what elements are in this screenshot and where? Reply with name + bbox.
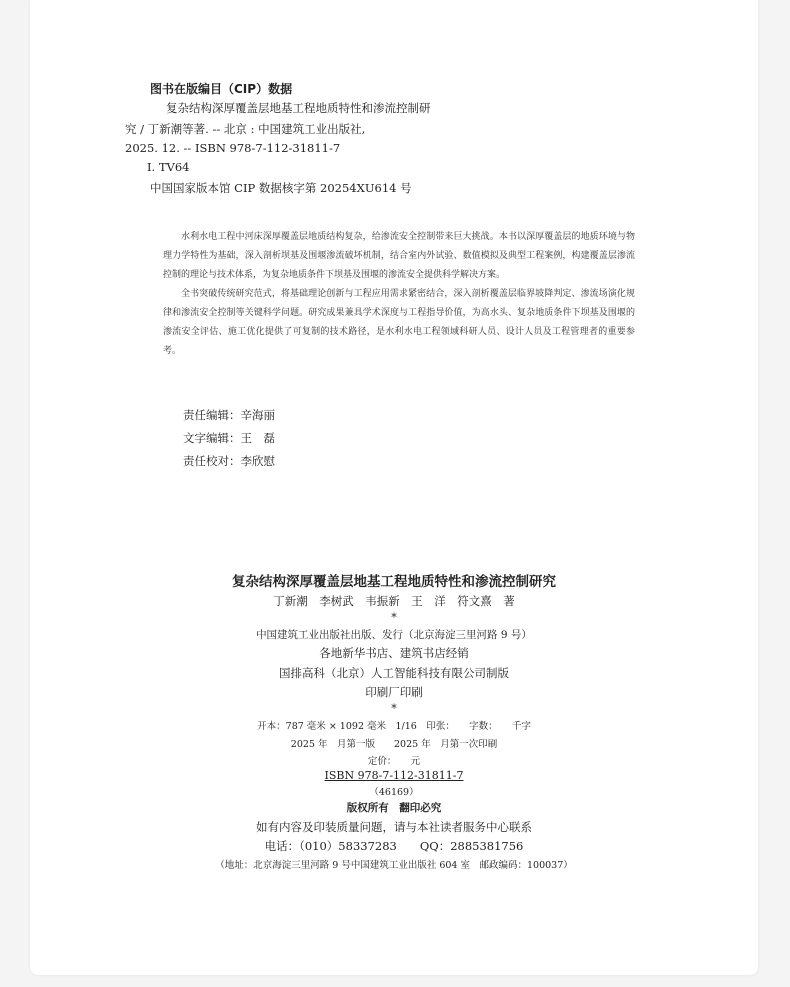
summary-paragraph-1: 水利水电工程中河床深厚覆盖层地质结构复杂，给渗流安全控制带来巨大挑战。本书以深厚覆盖层的地质环境与物理力学特性为基础，深入剖析坝基及围堰渗流破坏机制，结合室内外试验、数值模拟及典型工程案例，构建覆盖层渗流控制的理论与技术体系，为复杂地质条件下坝基及围堰的渗流安全提供科学解决方案。 <box>163 232 635 280</box>
proofreader-name: 李欣慰 <box>240 454 275 468</box>
cip-line-3: 2025. 12. -- ISBN 978-7-112-31811-7 <box>125 141 341 155</box>
text-editor <box>183 430 275 446</box>
publisher-line: 中国建筑工业出版社出版、发行（北京海淀三里河路 9 号） <box>256 629 532 641</box>
separator-star-1: * <box>391 611 397 624</box>
price-line: 定价： 元 <box>367 756 421 767</box>
proofreader-label: 责任校对： <box>183 454 241 468</box>
text-editor-name: 王 磊 <box>240 431 275 445</box>
content-summary <box>163 228 635 361</box>
cip-line-4: Ⅰ. TV64 <box>147 160 190 174</box>
text-editor-label: 文字编辑： <box>183 431 241 445</box>
summary-paragraph-2: 全书突破传统研究范式，将基础理论创新与工程应用需求紧密结合，深入剖析覆盖层临界坡降判定、渗流场演化规律和渗流安全控制等关键科学问题。研究成果兼具学术深度与工程指导价值，为高水头、复杂地质条件下坝基及围堰的渗流安全评估、施工优化提供了可复制的技术路径，是水利水电工程领域科研人员、设计人员及工程管理者的重要参考。 <box>163 289 635 356</box>
distributor-line: 各地新华书店、建筑书店经销 <box>319 646 469 660</box>
contact-phone: 电话：（010）58337283 QQ：2885381756 <box>264 839 524 853</box>
responsible-editor <box>183 407 275 423</box>
format-line: 开本：787 毫米 × 1092 毫米 1/16 印张： 字数： 千字 <box>257 721 531 732</box>
authors: 丁新潮 李树武 韦振新 王 洋 符文熹 著 <box>273 594 515 608</box>
contact-address: （地址：北京海淀三里河路 9 号中国建筑工业出版社 604 室 邮政编码：100037） <box>215 860 573 871</box>
book-code: （46169） <box>369 787 419 798</box>
separator-star-2: * <box>391 702 397 715</box>
edition-line: 2025 年 月第一版 2025 年 月第一次印刷 <box>290 739 498 750</box>
quality-notice: 如有内容及印装质量问题，请与本社读者服务中心联系 <box>256 820 532 834</box>
cip-line-2: 究 / 丁新潮等著. -- 北京 : 中国建筑工业出版社, <box>125 122 366 136</box>
cip-line-1: 复杂结构深厚覆盖层地基工程地质特性和渗流控制研 <box>166 101 431 115</box>
cip-title: 图书在版编目（CIP）数据 <box>150 82 293 96</box>
proofreader <box>183 453 275 469</box>
rights-notice: 版权所有 翻印必究 <box>346 802 442 814</box>
book-page <box>30 0 758 975</box>
responsible-editor-name: 辛海丽 <box>240 408 275 422</box>
cip-line-5: 中国国家版本馆 CIP 数据核字第 20254XU614 号 <box>150 181 412 195</box>
responsible-editor-label: 责任编辑： <box>183 408 241 422</box>
book-title: 复杂结构深厚覆盖层地基工程地质特性和渗流控制研究 <box>232 574 556 590</box>
typesetter-line: 国排高科（北京）人工智能科技有限公司制版 <box>279 666 509 680</box>
printer-line: 印刷厂印刷 <box>365 685 423 699</box>
isbn-line: ISBN 978-7-112-31811-7 <box>324 769 464 782</box>
